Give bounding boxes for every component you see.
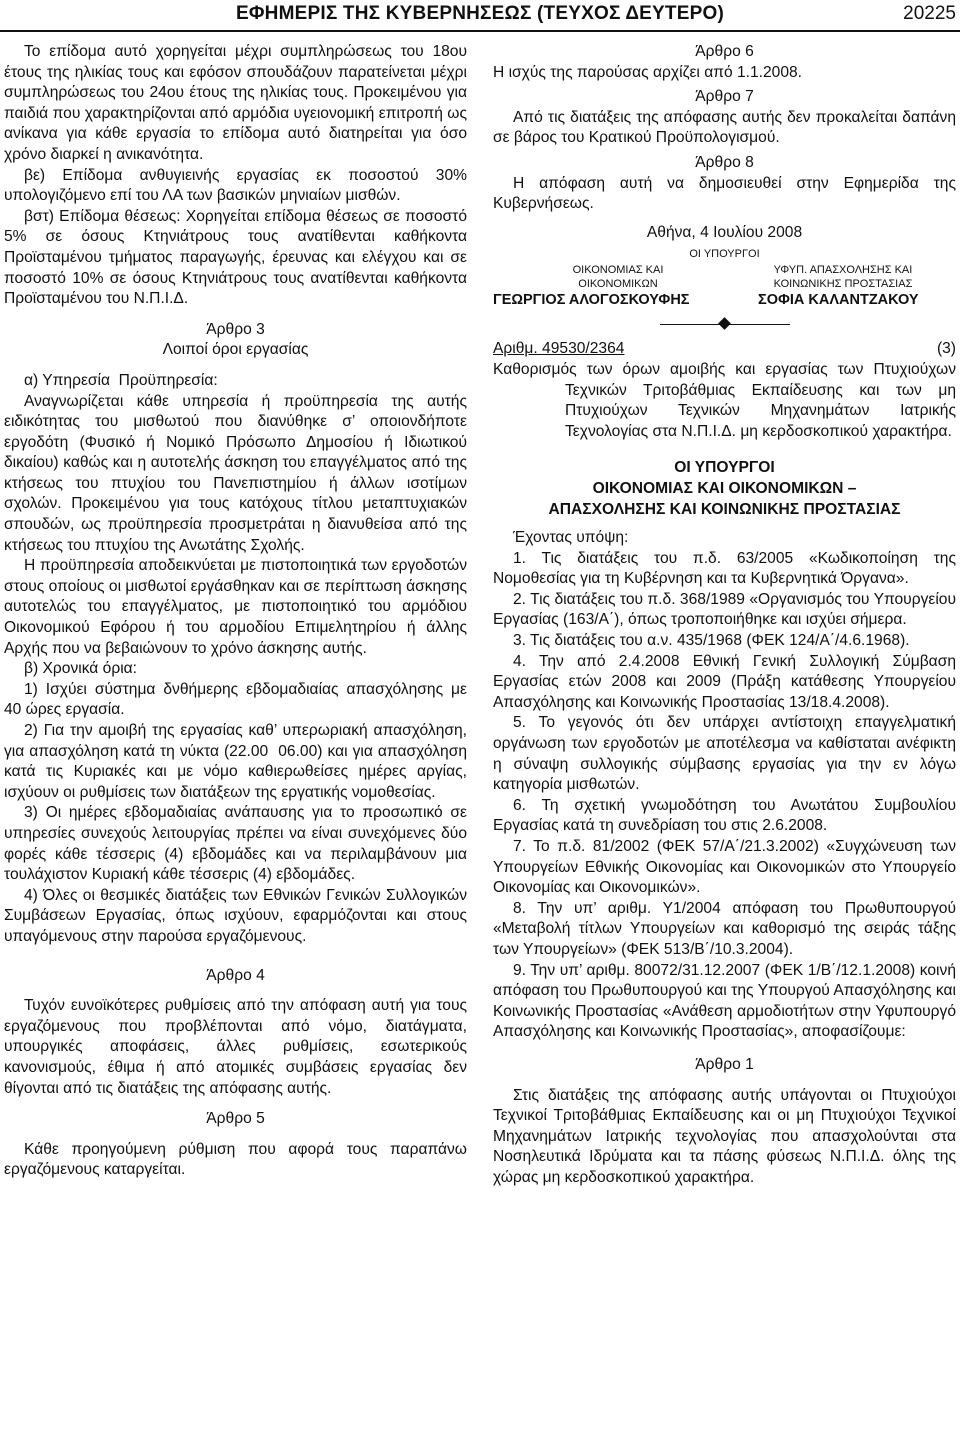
- paragraph: 4) Όλες οι θεσμικές διατάξεις των Εθνικών Γενικών Συλλογικών Συμβάσεων Εργασίας, όπως ισχύουν, εφαρμόζονται και στους υπαγόμενους στην παρούσα εργαζόμενους.: [4, 886, 467, 945]
- minister2-title-line2: ΚΟΙΝΩΝΙΚΗΣ ΠΡΟΣΤΑΣΙΑΣ: [773, 278, 913, 291]
- decision-header: [493, 339, 956, 360]
- article-8-title: Άρθρο 8: [695, 153, 754, 171]
- left-column: [4, 42, 467, 1181]
- recital-item: 6. Τη σχετική γνωμοδότηση του Ανωτάτου Συμβουλίου Εργασίας κατά τη συνεδρίαση του στις 2.6.2008.: [493, 796, 956, 835]
- paragraph: Κάθε προηγούμενη ρύθμιση που αφορά τους παραπάνω εργαζόμενους καταργείται.: [4, 1140, 467, 1179]
- decision-subject: Καθορισμός των όρων αμοιβής και εργασίας των Πτυχιούχων Τεχνικών Τριτοβάθμιας Εκπαίδευσης και των μη Πτυχιούχων Τεχνικών Μηχανημάτων Ιατρικής Τεχνολογίας στα Ν.Π.Ι.Δ. μη κερδοσκοπικού χαρακτήρα.: [493, 360, 956, 440]
- ministers-heading: ΟΙ ΥΠΟΥΡΓΟΙ: [674, 459, 775, 477]
- minister2-title-line1: ΥΦΥΠ. ΑΠΑΣΧΟΛΗΣΗΣ ΚΑΙ: [773, 264, 913, 277]
- article-6-title: Άρθρο 6: [695, 43, 754, 60]
- ministries-heading-1: ΟΙΚΟΝΟΜΙΑΣ ΚΑΙ ΟΙΚΟΝΟΜΙΚΩΝ –: [592, 479, 857, 497]
- paragraph: 3) Οι ημέρες εβδομαδιαίας ανάπαυσης για το προσωπικό σε υπηρεσίες συνεχούς λειτουργίας πρέπει να είναι συνεχόμενες δύο φορές κάθε τέσσερις (4) εβδομάδες και να περιλαμβάνουν μια τουλάχιστον Κυριακή κάθε τέσσερις (4) εβδομάδες.: [4, 804, 467, 884]
- page-header: [0, 0, 960, 32]
- diamond-ornament-icon: [718, 317, 731, 330]
- signatures-block: [493, 247, 956, 307]
- paragraph: βστ) Επίδομα θέσεως: Χορηγείται επίδομα θέσεως σε ποσοστό 5% σε όσους Κτηνιάτρους τους ανατίθενται καθήκοντα Προϊσταμένου τμήματος παραγωγής, έρευνας και ελέγχου και σε ποσοστό 10% σε όσους Κτηνιάτρους τους ανατίθενται καθήκοντα Προϊσταμένου του Ν.Π.Ι.Δ.: [4, 207, 467, 308]
- minister2-name: ΣΟΦΙΑ ΚΑΛΑΝΤΖΑΚΟΥ: [758, 292, 919, 309]
- minister1-name: ΓΕΩΡΓΙΟΣ ΑΛΟΓΟΣΚΟΥΦΗΣ: [493, 292, 690, 309]
- paragraph: Στις διατάξεις της απόφασης αυτής υπάγονται οι Πτυχιούχοι Τεχνικοί Τριτοβάθμιας Εκπαίδευσης και οι μη Πτυχιούχοι Τεχνικοί Μηχανημάτων Ιατρικής τεχνολογίας που απασχολούνται στα Νοσηλευτικά Ιδρύματα και τα πάσης φύσεως Ν.Π.Ι.Δ. όλης της χώρας μη κερδοσκοπικού χαρακτήρα.: [493, 1086, 956, 1186]
- article-7-title: Άρθρο 7: [695, 88, 754, 106]
- paragraph: Η προϋπηρεσία αποδεικνύεται με πιστοποιητικά των εργοδοτών στους οποίους οι μισθωτοί εργάσθηκαν και σε περίπτωση άσκησης αυτοτελώς του επαγγέλματος, με πιστοποιητικό του αρμόδιου Οικονομικού Εφόρου ή του αρμοδίου Επιμελητηρίου ή άλλης Αρχής που να βεβαιώνουν το χρόνο άσκησης αυτής.: [4, 557, 467, 657]
- decision-ref: (3): [936, 340, 956, 358]
- paragraph: Το επίδομα αυτό χορηγείται μέχρι συμπληρώσεως του 18ου έτους της ηλικίας τους και εφόσον σπουδάζουν παρατείνεται μέχρι συμπληρώσεως του 24ου έτους της ηλικίας τους. Προκειμένου για παιδιά που χαρακτηρίζονται από αρμόδια υγειονομική επιτροπή ως ανίκανα για κάθε εργασία το επίδομα αυτό διατηρείται για όσο χρόνο διαρκεί η ανικανότητα.: [4, 43, 467, 163]
- paragraph: βε) Επίδομα ανθυγιεινής εργασίας εκ ποσοστού 30% υπολογιζόμενο επί του ΛΑ των βασικών μηνιαίων μισθών.: [4, 166, 467, 205]
- recital-item: 1. Τις διατάξεις του π.δ. 63/2005 «Κωδικοποίηση της Νομοθεσίας για τη Κυβέρνηση και τα Κυβερνητικά Όργανα».: [493, 549, 956, 588]
- paragraph: β) Χρονικά όρια:: [24, 660, 138, 678]
- ministers-label: ΟΙ ΥΠΟΥΡΓΟΙ: [689, 248, 760, 261]
- article-5-title: Άρθρο 5: [206, 1110, 265, 1128]
- paragraph: Από τις διατάξεις της απόφασης αυτής δεν προκαλείται δαπάνη σε βάρος του Κρατικού Προϋπολογισμού.: [493, 108, 956, 147]
- page-number: 20225: [903, 3, 956, 24]
- paragraph: Η απόφαση αυτή να δημοσιευθεί στην Εφημερίδα της Κυβερνήσεως.: [493, 174, 956, 213]
- signature-place-date: Αθήνα, 4 Ιουλίου 2008: [646, 223, 803, 241]
- recital-item: 5. Το γεγονός ότι δεν υπάρχει αντίστοιχη επαγγελματική οργάνωση των εργοδοτών με αποτέλεσμα να καθίσταται ανέφικτη η σύναψη συλλογικής σύμβασης εργασίας για την εν λόγω κατηγορία μισθωτών.: [493, 714, 956, 794]
- ministries-heading-2: ΑΠΑΣΧΟΛΗΣΗΣ ΚΑΙ ΚΟΙΝΩΝΙΚΗΣ ΠΡΟΣΤΑΣΙΑΣ: [548, 500, 901, 518]
- right-column: [493, 42, 956, 1189]
- paragraph: 2) Για την αμοιβή της εργασίας καθ’ υπερωριακή απασχόληση, για απασχόληση κατά τη νύκτα (22.00 06.00) και για απασχόληση κατά τις Κυριακές και με νόμο καθιερωθείσες ημέρες αργίας, ισχύουν οι ρυθμίσεις των διατάξεων της εργατικής νομοθεσίας.: [4, 722, 467, 801]
- recital-item: 9. Την υπ’ αριθμ. 80072/31.12.2007 (ΦΕΚ 1/Β΄/12.1.2008) κοινή απόφαση του Πρωθυπουργού και της Υπουργού Απασχόλησης και Κοινωνικής Προστασίας «Ανάθεση αρμοδιοτήτων στην Υφυπουργό Απασχόλησης και Κοινωνικής Προστασίας», αποφασίζουμε:: [493, 961, 956, 1041]
- section-divider: [493, 315, 956, 335]
- recital-item: 2. Τις διατάξεις του π.δ. 368/1989 «Οργανισμός του Υπουργείου Εργασίας (163/Α΄), όπως τροποποιήθηκε και ισχύει σήμερα.: [493, 590, 956, 629]
- gazette-title: ΕΦΗΜΕΡΙΣ ΤΗΣ ΚΥΒΕΡΝΗΣΕΩΣ (ΤΕΥΧΟΣ ΔΕΥΤΕΡΟ): [236, 3, 724, 24]
- decision-number: Αριθμ. 49530/2364: [493, 340, 625, 358]
- paragraph: α) Υπηρεσία Προϋπηρεσία:: [24, 371, 218, 389]
- paragraph: Η ισχύς της παρούσας αρχίζει από 1.1.2008.: [493, 63, 803, 81]
- paragraph: Τυχόν ευνοϊκότερες ρυθμίσεις από την απόφαση αυτή για τους εργαζόμενους που προβλέπονται από νόμο, διατάγματα, υπουργικές αποφάσεις, άλλες ρυθμίσεις, εσωτερικούς κανονισμούς, έθιμα ή από ατομικές συμβάσεις εργασίας δεν θίγονται από τις διατάξεις της απόφασης αυτής.: [4, 997, 467, 1097]
- recital-item: 7. Το π.δ. 81/2002 (ΦΕΚ 57/Α΄/21.3.2002) «Συγχώνευση των Υπουργείων Εθνικής Οικονομίας και Οικονομικών στο Υπουργείο Οικονομίας και Οικονομικών».: [493, 838, 956, 897]
- recital-item: 8. Την υπ’ αριθμ. Υ1/2004 απόφαση του Πρωθυπουργού «Μεταβολή τίτλων Υπουργείων και καθορισμό της σειράς τάξης των Υπουργείων» (ΦΕΚ 513/Β΄/10.3.2004).: [493, 899, 956, 958]
- article-1-title: Άρθρο 1: [695, 1055, 754, 1073]
- minister1-title-line2: ΟΙΚΟΝΟΜΙΚΩΝ: [578, 278, 658, 291]
- article-3-title: Άρθρο 3: [206, 320, 265, 338]
- recital-item: 4. Την από 2.4.2008 Εθνική Γενική Συλλογική Σύμβαση Εργασίας ετών 2008 και 2009 (Πράξη κατάθεσης Υπουργείου Απασχόλησης και Κοινωνικής Προστασίας 13/18.4.2008).: [493, 652, 956, 711]
- paragraph: 1) Ισχύει σύστημα δνθήμερης εβδομαδιαίας απασχόλησης με 40 ώρες εργασία.: [4, 680, 467, 719]
- paragraph: Αναγνωρίζεται κάθε υπηρεσία ή προϋπηρεσία της αυτής ειδικότητας του μισθωτού που διανύθηκε σ’ οποιονδήποτε εργοδότη (Φυσικό ή Νομικό Πρόσωπο Δημοσίου ή Ιδιωτικού δικαίου) καθώς και η αυτοτελής άσκηση του επαγγέλματος από της κτήσεως του πτυχίου του Πανεπιστημίου ή άλλων ισοτίμων σχολών. Προκειμένου για τους κατόχους τίτλου μεταπτυχιακών σπουδών, ως προϋπηρεσία προσμετράται η διανυθείσα από της κτήσεως του πτυχίου της Ανωτάτης Σχολής.: [4, 392, 467, 554]
- article-3-subtitle: Λοιποί όροι εργασίας: [162, 341, 309, 359]
- paragraph: Έχοντας υπόψη:: [513, 529, 629, 547]
- article-4-title: Άρθρο 4: [206, 966, 265, 984]
- recital-item: 3. Τις διατάξεις του α.ν. 435/1968 (ΦΕΚ 124/Α΄/4.6.1968).: [513, 632, 910, 650]
- minister1-title-line1: ΟΙΚΟΝΟΜΙΑΣ ΚΑΙ: [572, 264, 664, 277]
